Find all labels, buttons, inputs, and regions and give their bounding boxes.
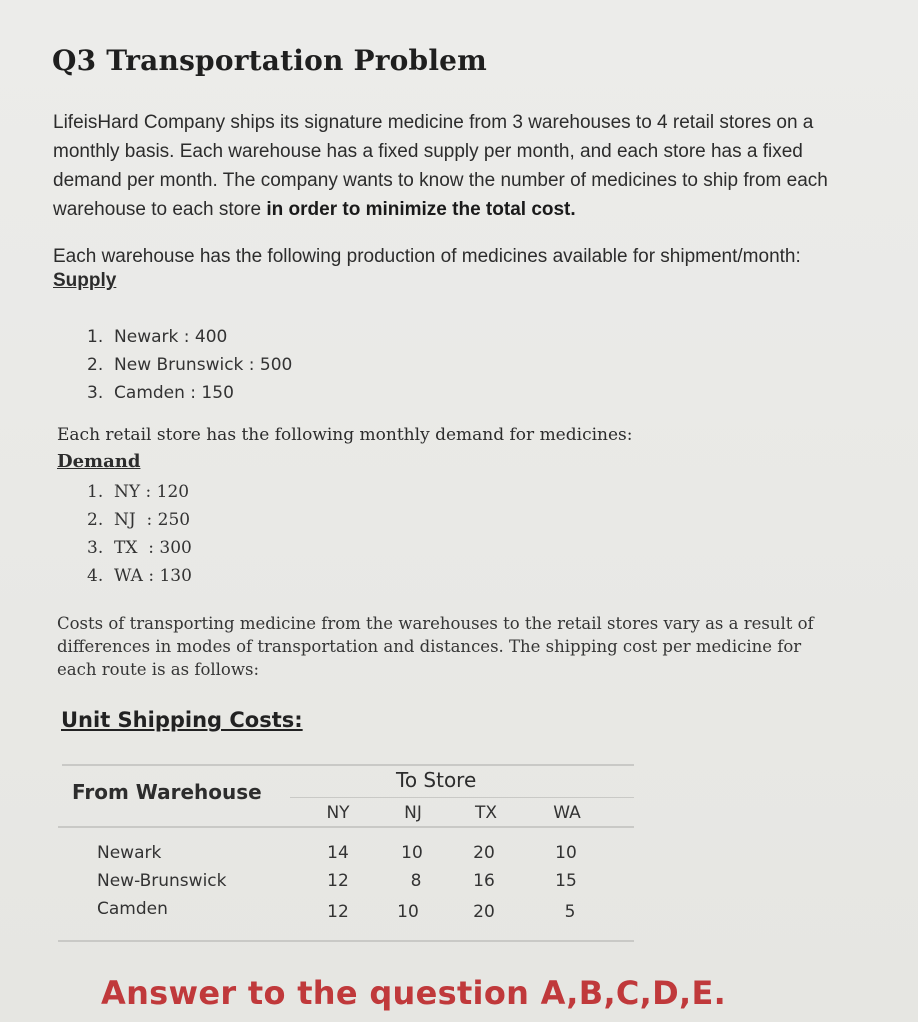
list-item: 1. NY : 120	[87, 482, 190, 502]
demand-list	[87, 478, 192, 590]
list-item: 3. Camden : 150	[87, 383, 234, 403]
table-header-from: From Warehouse	[72, 780, 262, 804]
table-header-rule	[58, 826, 634, 828]
page-title: Q3 Transportation Problem	[52, 44, 488, 77]
table-cell: 12	[327, 902, 349, 922]
table-bottom-rule	[58, 940, 634, 942]
row-name-newark: Newark	[97, 843, 162, 863]
supply-intro: Each warehouse has the following production of medicines available for shipment/month:	[53, 246, 801, 267]
table-cell: 14	[327, 843, 349, 863]
table-cell: 10	[397, 902, 419, 922]
row-name-camden: Camden	[97, 899, 168, 919]
table-cell: 5	[564, 902, 576, 922]
table-cell: 10	[401, 843, 423, 863]
table-cell: 15	[555, 871, 577, 891]
table-subheader-rule	[290, 797, 634, 798]
intro-paragraph	[53, 108, 863, 224]
demand-intro: Each retail store has the following monthly demand for medicines:	[57, 425, 633, 445]
table-cell: 8	[410, 871, 422, 891]
table-top-rule	[62, 764, 634, 766]
answer-prompt: Answer to the question A,B,C,D,E.	[101, 974, 727, 1012]
supply-label: Supply	[53, 270, 117, 291]
table-cell: 12	[327, 871, 349, 891]
list-item: 3. TX : 300	[87, 538, 192, 558]
supply-list	[87, 323, 292, 407]
table-header-to: To Store	[396, 768, 477, 792]
demand-label: Demand	[57, 451, 141, 472]
unit-shipping-costs-label: Unit Shipping Costs:	[61, 708, 303, 732]
list-item: 2. New Brunswick : 500	[87, 355, 293, 375]
table-cell: 20	[473, 843, 495, 863]
column-header-tx: TX	[474, 803, 498, 823]
list-item: 1. Newark : 400	[87, 327, 228, 347]
costs-paragraph: Costs of transporting medicine from the warehouses to the retail stores vary as a result of differences in modes of transportation and distances. The shipping cost per medicine for each route is as follows:	[57, 614, 814, 679]
intro-bold-text: in order to minimize the total cost.	[266, 199, 576, 220]
column-header-nj: NJ	[404, 803, 422, 823]
list-item: 4. WA : 130	[87, 566, 192, 586]
column-header-wa: WA	[553, 803, 581, 823]
table-cell: 10	[555, 843, 577, 863]
list-item: 2. NJ : 250	[87, 510, 191, 530]
row-name-new-brunswick: New-Brunswick	[97, 871, 227, 891]
column-header-ny: NY	[326, 803, 350, 823]
intro-text: LifeisHard Company ships its signature medicine from 3 warehouses to 4 retail stores on a monthly basis. Each warehouse has a fixed supply per month, and each store has a fixed demand per month. The company wants to know the number of medicines to ship from each warehouse to each store	[53, 112, 828, 220]
table-cell: 16	[473, 871, 495, 891]
table-cell: 20	[473, 902, 495, 922]
